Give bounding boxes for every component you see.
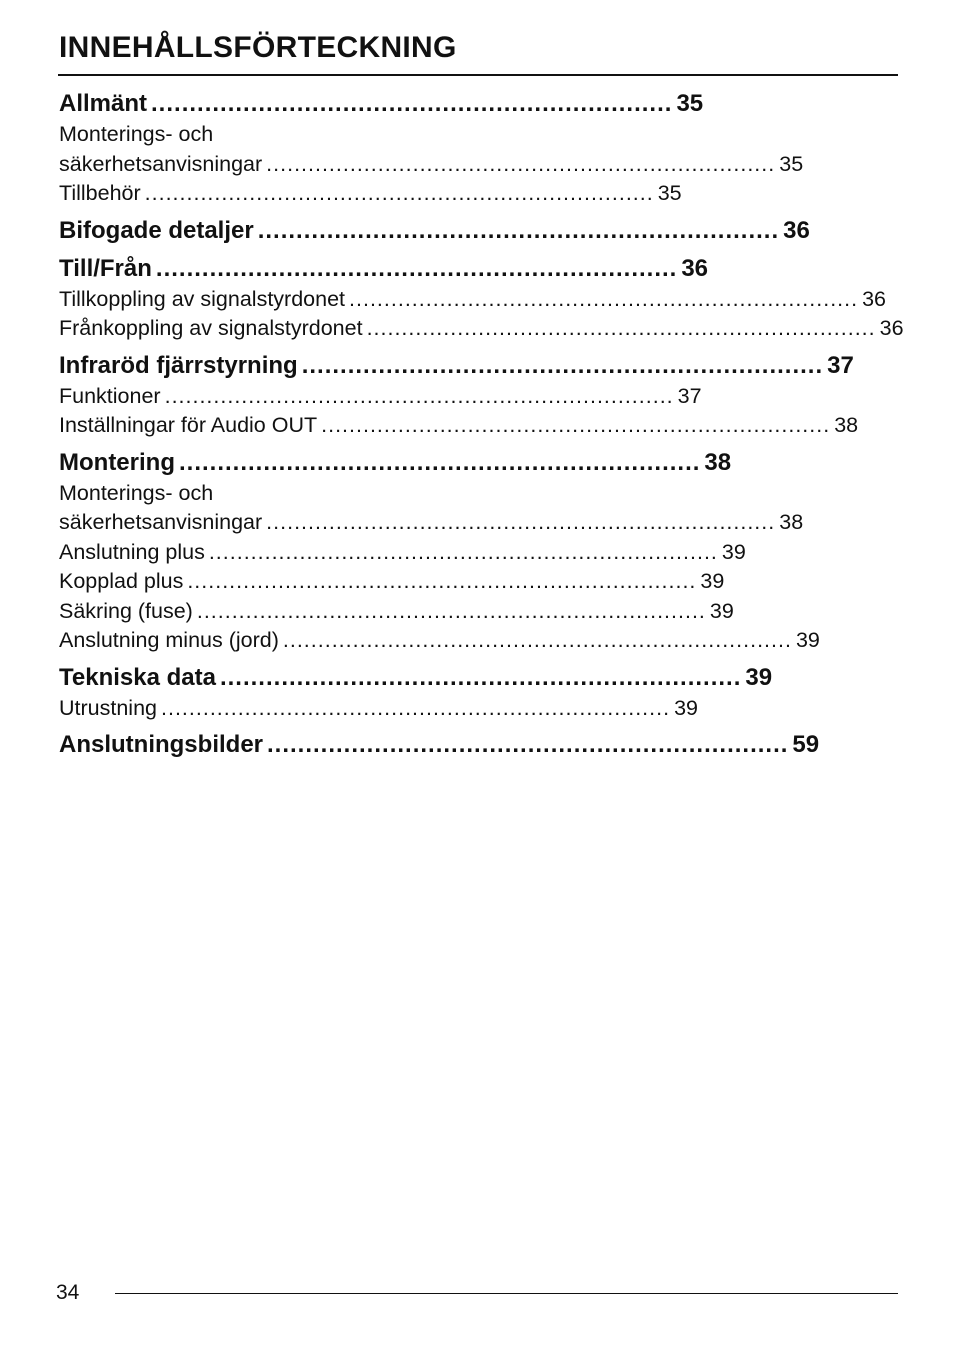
toc-item-label: Säkring (fuse)	[59, 598, 193, 623]
toc-page-number: 39	[709, 598, 734, 623]
toc-page-number: 38	[834, 413, 859, 437]
toc-leader: .........................................................................	[266, 510, 776, 534]
toc-item-monteringsanvisningar[interactable]	[59, 120, 804, 179]
toc-page-number: 36	[783, 216, 810, 244]
toc-page-number: 36	[862, 286, 887, 311]
toc-item-monteringsanvisningar-2[interactable]	[59, 479, 804, 538]
toc-leader: ....................................................................	[178, 448, 701, 476]
toc-item-anslutning-minus[interactable]	[59, 626, 820, 656]
toc-leader: ....................................................................	[219, 663, 742, 691]
toc-page-number: 35	[676, 90, 704, 117]
toc-item-label-line2: säkerhetsanvisningar	[59, 510, 263, 534]
toc-section-anslutningsbilder[interactable]	[59, 729, 820, 761]
toc-item-label: Inställningar för Audio OUT	[59, 413, 318, 437]
toc-item-tillkoppling[interactable]	[59, 285, 887, 315]
toc-section-allmant[interactable]	[59, 88, 704, 120]
toc-item-label-line1: Monterings- och	[59, 122, 214, 146]
toc-leader: .........................................................................	[282, 628, 792, 652]
toc-item-label: Utrustning	[59, 695, 157, 720]
toc-leader: .........................................................................	[208, 539, 718, 564]
toc-page-number: 39	[721, 539, 746, 564]
toc-item-label: Anslutning plus	[59, 539, 205, 564]
table-of-contents	[59, 88, 904, 761]
toc-item-tillbehor[interactable]	[59, 179, 682, 209]
toc-page-number: 35	[657, 181, 682, 205]
toc-leader: .........................................................................	[321, 413, 831, 437]
toc-page-number: 38	[779, 510, 804, 534]
toc-item-label: Tillbehör	[59, 181, 141, 205]
toc-section-title: Allmänt	[59, 90, 148, 117]
toc-item-kopplad-plus[interactable]	[59, 567, 725, 597]
toc-page-number: 37	[827, 351, 854, 379]
toc-section-title: Montering	[59, 448, 175, 476]
toc-leader: .........................................................................	[144, 181, 654, 205]
toc-item-label: Frånkoppling av signalstyrdonet	[59, 316, 363, 340]
toc-leader: .........................................................................	[366, 316, 876, 340]
toc-section-title: Anslutningsbilder	[59, 731, 263, 758]
toc-item-label-line2: säkerhetsanvisningar	[59, 151, 263, 176]
toc-page-number: 37	[677, 383, 702, 408]
toc-section-montering[interactable]	[59, 447, 732, 479]
toc-section-till-fran[interactable]	[59, 253, 709, 285]
toc-section-title: Tekniska data	[59, 663, 216, 691]
toc-page-number: 36	[681, 254, 709, 282]
page-title: INNEHÅLLSFÖRTECKNING	[59, 31, 457, 64]
toc-leader: .........................................................................	[161, 695, 671, 720]
toc-leader: .........................................................................	[164, 383, 674, 408]
toc-page-number: 36	[879, 316, 904, 340]
toc-page-number: 59	[792, 731, 820, 758]
toc-item-label: Funktioner	[59, 383, 161, 408]
toc-page-number: 39	[795, 628, 820, 652]
footer-divider	[115, 1293, 898, 1294]
title-divider	[58, 74, 898, 76]
toc-page-number: 38	[704, 448, 732, 476]
toc-item-funktioner[interactable]	[59, 382, 702, 412]
toc-section-bifogade-detaljer[interactable]	[59, 215, 810, 247]
toc-item-label: Kopplad plus	[59, 569, 184, 593]
toc-item-label-line1: Monterings- och	[59, 480, 214, 505]
toc-page-number: 39	[700, 569, 725, 593]
toc-item-anslutning-plus[interactable]	[59, 538, 746, 568]
toc-leader: .........................................................................	[266, 151, 776, 176]
toc-section-title: Infraröd fjärrstyrning	[59, 351, 298, 379]
toc-leader: .........................................................................	[187, 569, 697, 593]
toc-leader: ....................................................................	[267, 731, 789, 758]
toc-leader: ....................................................................	[257, 216, 780, 244]
toc-leader: .........................................................................	[349, 286, 859, 311]
toc-page-number: 39	[745, 663, 773, 691]
toc-item-frankoppling[interactable]	[59, 314, 904, 344]
toc-section-title: Bifogade detaljer	[59, 216, 254, 244]
toc-item-utrustning[interactable]	[59, 694, 698, 724]
toc-section-infrarod[interactable]	[59, 350, 854, 382]
toc-leader: ....................................................................	[155, 254, 678, 282]
toc-leader: ....................................................................	[301, 351, 824, 379]
toc-section-title: Till/Från	[59, 254, 152, 282]
toc-page-number: 35	[779, 151, 804, 176]
toc-leader: ....................................................................	[151, 90, 673, 117]
toc-item-label: Tillkoppling av signalstyrdonet	[59, 286, 346, 311]
toc-item-sakring[interactable]	[59, 597, 734, 627]
page-number: 34	[56, 1281, 80, 1304]
toc-page-number: 39	[674, 695, 698, 720]
toc-section-tekniska-data[interactable]	[59, 662, 773, 694]
toc-leader: .........................................................................	[196, 598, 706, 623]
toc-item-audio-out[interactable]	[59, 411, 859, 441]
toc-item-label: Anslutning minus (jord)	[59, 628, 279, 652]
